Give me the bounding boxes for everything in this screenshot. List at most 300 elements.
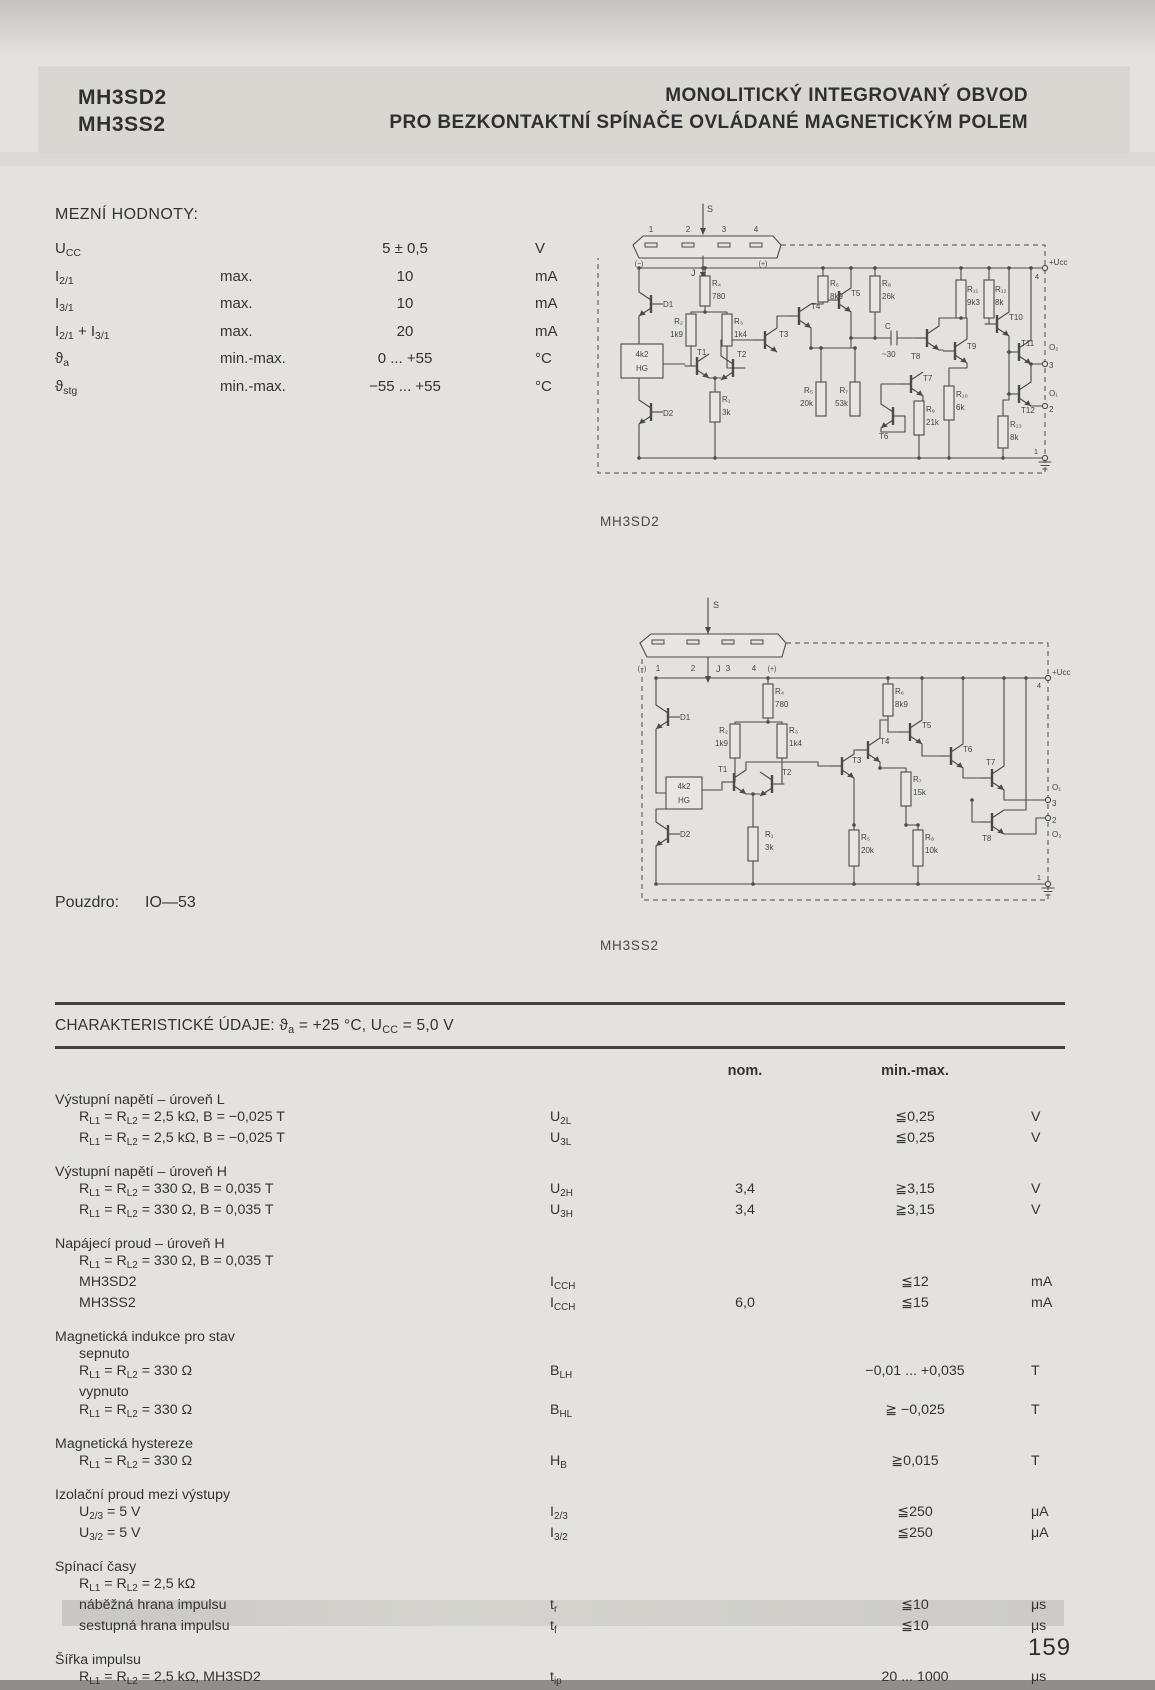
- group-header: Magnetická indukce pro stav: [55, 1329, 235, 1346]
- condition: $R_{L1} = R_{L2} = 2,5$ kΩ, MH3SD2: [79, 1669, 261, 1688]
- resistor-symbol: [998, 416, 1008, 448]
- limits-title: MEZNÍ HODNOTY:: [55, 206, 199, 223]
- minmax-value: ≧0,015: [891, 1452, 939, 1469]
- sch1-r7v-label: 53k: [835, 399, 848, 408]
- sch1-t3-label: T3: [779, 330, 789, 339]
- symbol: $I_{CCH}$: [550, 1295, 576, 1313]
- sch1-r3v-label: 1k4: [734, 330, 747, 339]
- nominal-value: 3,4: [735, 1201, 755, 1218]
- sch1-r1n-label: R₁: [722, 395, 731, 404]
- sch1-r7n-label: R₇: [839, 386, 848, 395]
- characteristics-row: [55, 1576, 1065, 1597]
- sch1-r4n-label: R₄: [712, 279, 722, 288]
- minmax-value: ≦12: [901, 1274, 929, 1291]
- minmax-value: −0,01 ... +0,035: [865, 1363, 965, 1380]
- unit: μs: [1031, 1597, 1047, 1614]
- minmax-value: [825, 1346, 1005, 1363]
- l-unit: V: [535, 240, 546, 257]
- condition: $R_{L1} = R_{L2} = 2,5$ kΩ: [79, 1576, 196, 1594]
- resistor-symbol: [730, 724, 740, 758]
- sch1-t11-label: T11: [1021, 339, 1035, 348]
- characteristics-row: [55, 1130, 1065, 1151]
- minmax-value: ≦10: [901, 1618, 929, 1635]
- sch2-r5n-label: R₅: [861, 833, 870, 842]
- mh3ss2-schematic-drawing: [596, 582, 1078, 912]
- sch2-r8n-label: R₈: [925, 833, 935, 842]
- mh3ss2-schematic-caption: MH3SS2: [600, 938, 659, 953]
- sch1-pin2-label: 2: [1049, 405, 1054, 414]
- limit-row: [55, 350, 595, 378]
- resistor-symbol: [816, 382, 826, 416]
- nominal-value: [665, 1597, 825, 1618]
- column-header-minmax: min.-max.: [881, 1062, 949, 1079]
- l-cond: max.: [220, 267, 253, 285]
- characteristics-group: [55, 1092, 1065, 1151]
- nominal-value: [665, 1669, 825, 1690]
- minmax-value: ≦250: [897, 1524, 933, 1541]
- mh3sd2-schematic-drawing: [593, 196, 1075, 491]
- sch1-t2-label: T2: [737, 350, 747, 359]
- sch1-t7-label: T7: [923, 374, 933, 383]
- l-sym: $I_{2/1} + I_{3/1}$: [55, 322, 110, 342]
- characteristics-row: [55, 1274, 1065, 1295]
- minmax-value: 20 ... 1000: [881, 1669, 949, 1686]
- transistor-symbol: [943, 339, 967, 363]
- characteristics-table: [55, 1092, 1065, 1690]
- symbol: $U_{3H}$: [550, 1201, 573, 1220]
- unit: mA: [1031, 1295, 1053, 1312]
- condition: MH3SD2: [79, 1274, 137, 1291]
- nominal-value: [665, 1274, 825, 1295]
- mh3sd2-schematic-caption: MH3SD2: [600, 514, 660, 529]
- sch2-r1v-label: 3k: [765, 843, 774, 852]
- symbol: $t_{ip}$: [550, 1669, 562, 1688]
- sch2-j-label: J: [716, 664, 721, 674]
- unit: V: [1031, 1108, 1041, 1125]
- unit: [1005, 1576, 1065, 1597]
- sch1-r5v-label: 20k: [800, 399, 813, 408]
- transistor-symbol: [787, 304, 811, 328]
- characteristics-row: [55, 1618, 1065, 1639]
- symbol: [550, 1253, 665, 1274]
- sch1-hg2-label: HG: [636, 364, 648, 373]
- sch1-o1-label: O₁: [1049, 389, 1058, 398]
- resistor-symbol: [883, 684, 893, 716]
- package-type-line: [55, 894, 196, 912]
- sch1-d1-label: D1: [663, 300, 674, 309]
- characteristics-row: [55, 1295, 1065, 1316]
- sch1-t6-label: T6: [879, 432, 889, 441]
- resistor-symbol: [763, 684, 773, 718]
- l-sym: $ϑ_{stg}$: [55, 377, 78, 397]
- nominal-value: [665, 1109, 825, 1130]
- limit-row: [55, 268, 595, 296]
- sch1-plus-label: (+): [758, 261, 768, 268]
- sch2-t6-label: T6: [963, 745, 973, 754]
- rule: [55, 1046, 1065, 1049]
- s-arrow-head: [700, 228, 706, 235]
- sch2-pin4-label: 4: [1036, 681, 1042, 690]
- resistor-symbol: [984, 280, 994, 318]
- sch1-t8-label: T8: [911, 352, 921, 361]
- resistor-symbol: [818, 276, 828, 302]
- nominal-value: [665, 1504, 825, 1525]
- l-cond: min.-max.: [220, 377, 286, 395]
- sch1-t12-label: T12: [1021, 406, 1035, 415]
- resistor-symbol: [777, 724, 787, 758]
- sch2-t3-label: T3: [852, 756, 862, 765]
- transistor-symbol: [898, 720, 922, 744]
- symbol: $U_{3L}$: [550, 1129, 572, 1148]
- part-number-mh3ss2: MH3SS2: [78, 113, 166, 136]
- transistor-symbol: [639, 400, 663, 424]
- characteristics-row: [55, 1109, 1065, 1130]
- transistor-symbol: [830, 754, 854, 778]
- resistor-symbol: [710, 392, 720, 422]
- sch1-r12v-label: 8k: [995, 298, 1004, 307]
- sch1-r9v-label: 21k: [926, 418, 939, 427]
- transistor-symbol: [939, 744, 963, 768]
- mh3ss2-schematic: [596, 582, 1078, 912]
- sch2-pin3-label: 3: [1052, 799, 1057, 808]
- page-title-line1: MONOLITICKÝ INTEGROVANÝ OBVOD: [665, 85, 1028, 106]
- resistor-symbol: [956, 280, 966, 318]
- minmax-value: [825, 1384, 1005, 1401]
- l-unit: mA: [535, 267, 558, 285]
- group-header: Napájecí proud – úroveň H: [55, 1235, 225, 1252]
- sch1-t5-label: T5: [851, 289, 861, 298]
- pin-terminal: [1042, 403, 1047, 408]
- characteristics-section: [55, 1002, 1065, 1690]
- group-header: Šířka impulsu: [55, 1652, 141, 1669]
- package-label: Pouzdro:: [55, 894, 120, 911]
- characteristics-group: [55, 1652, 1065, 1690]
- sch1-o2-label: O₂: [1049, 343, 1059, 352]
- sch2-pins-3-label: 4: [751, 664, 757, 673]
- sch1-r10n-label: R₁₀: [956, 390, 968, 399]
- nominal-value: 3,4: [735, 1180, 755, 1197]
- sch1-r1v-label: 3k: [722, 408, 731, 417]
- l-unit: °C: [535, 350, 552, 367]
- unit: μs: [1031, 1669, 1047, 1686]
- condition: $R_{L1} = R_{L2} = 330$ Ω, B = 0,035 T: [79, 1253, 274, 1271]
- sch2-pins-0-label: 1: [655, 664, 661, 673]
- junction-dots: [654, 676, 1028, 886]
- sch1-r13v-label: 8k: [1010, 433, 1019, 442]
- nominal-value: [665, 1130, 825, 1151]
- resistor-symbol: [700, 276, 710, 306]
- l-sym: $I_{3/1}$: [55, 295, 74, 314]
- sch2-pins-1-label: 2: [690, 664, 696, 673]
- nominal-value: [665, 1576, 825, 1597]
- sch1-r6v-label: 8k9: [830, 292, 843, 301]
- unit: T: [1031, 1363, 1040, 1380]
- resistor-symbol: [850, 382, 860, 416]
- package-outline: [633, 236, 781, 258]
- condition: $R_{L1} = R_{L2} = 2,5$ kΩ, B = −0,025 T: [79, 1129, 285, 1148]
- l-sym: $U_{CC}$: [55, 240, 82, 259]
- sch1-t10-label: T10: [1009, 313, 1023, 322]
- sch2-o1-label: O₁: [1052, 783, 1061, 792]
- limits-rows: [55, 240, 595, 405]
- minmax-value: ≦0,25: [895, 1129, 935, 1146]
- nominal-value: [665, 1525, 825, 1546]
- l-val: 10: [396, 267, 414, 285]
- minmax-value: ≦10: [901, 1597, 929, 1614]
- sch1-r2n-label: R₂: [674, 317, 683, 326]
- resistor-symbols: [730, 684, 923, 866]
- sch2-pins-2-label: 3: [725, 664, 731, 673]
- symbol: [550, 1384, 665, 1401]
- unit: V: [1031, 1129, 1041, 1146]
- minmax-value: ≦15: [901, 1295, 929, 1312]
- sch1-r13n-label: R₁₃: [1010, 420, 1022, 429]
- transistor-symbol: [980, 766, 1004, 790]
- sch2-t7-label: T7: [986, 758, 996, 767]
- l-cond: max.: [220, 322, 253, 340]
- l-unit: mA: [535, 322, 558, 340]
- sch1-pins-2-label: 3: [721, 225, 727, 234]
- nominal-value: [665, 1402, 825, 1423]
- sch2-hg1-label: 4k2: [677, 782, 691, 791]
- characteristics-row: [55, 1504, 1065, 1525]
- l-sym: $ϑ_a$: [55, 350, 70, 369]
- limit-row: [55, 295, 595, 323]
- sch1-j-label: J: [691, 268, 696, 278]
- package-outline: [640, 634, 786, 657]
- symbol: $I_{CCH}$: [550, 1274, 576, 1292]
- page-title-line2: PRO BEZKONTAKTNÍ SPÍNAČE OVLÁDANÉ MAGNETICKÝM POLEM: [389, 112, 1028, 133]
- nominal-value: [665, 1253, 825, 1274]
- transistor-symbol: [753, 328, 777, 352]
- nominal-value: [665, 1384, 825, 1401]
- condition: vypnuto: [79, 1384, 129, 1401]
- nominal-value: [665, 1346, 825, 1363]
- minmax-value: ≧3,15: [895, 1180, 935, 1197]
- resistor-symbol: [944, 386, 954, 420]
- characteristics-group: [55, 1559, 1065, 1639]
- pin-terminal: [1042, 265, 1047, 270]
- group-header: Izolační proud mezi výstupy: [55, 1486, 231, 1503]
- condition: $R_{L1} = R_{L2} = 330$ Ω: [79, 1363, 193, 1382]
- sch1-pin3-label: 3: [1049, 361, 1054, 370]
- characteristics-column-headers: [55, 1063, 1065, 1079]
- limit-values-section: [55, 206, 595, 405]
- symbol: $B_{HL}$: [550, 1401, 573, 1420]
- characteristics-row: [55, 1346, 1065, 1363]
- nominal-value: [665, 1363, 825, 1384]
- l-cond: min.-max.: [220, 350, 286, 367]
- resistor-symbols: [686, 276, 1008, 448]
- minmax-value: ≧3,15: [895, 1201, 935, 1218]
- scan-texture-top: [0, 0, 1155, 58]
- unit: μs: [1031, 1618, 1047, 1635]
- l-cond: max.: [220, 295, 253, 312]
- transistor-symbol: [656, 822, 680, 846]
- limit-row: [55, 323, 595, 351]
- symbol: $U_{2H}$: [550, 1180, 573, 1199]
- characteristics-group: [55, 1329, 1065, 1423]
- symbol: $t_r$: [550, 1597, 558, 1615]
- sch1-r11n-label: R₁₁: [967, 285, 979, 294]
- resistor-symbol: [870, 276, 880, 312]
- sch1-pins-0-label: 1: [648, 225, 654, 234]
- characteristics-group: [55, 1164, 1065, 1223]
- resistor-symbol: [849, 830, 859, 866]
- sch2-t8-label: T8: [982, 834, 992, 843]
- sch1-r11v-label: 9k3: [967, 298, 980, 307]
- transistor-symbol: [639, 292, 663, 316]
- characteristics-row: [55, 1402, 1065, 1423]
- group-header: Spínací časy: [55, 1558, 137, 1575]
- sch2-r4v-label: 780: [775, 700, 789, 709]
- sch1-r5n-label: R₅: [804, 386, 813, 395]
- condition: sestupná hrana impulsu: [79, 1618, 230, 1635]
- unit: [1005, 1346, 1065, 1363]
- sch2-r3v-label: 1k4: [789, 739, 802, 748]
- symbol: [550, 1576, 665, 1597]
- sch1-minus-label: (−): [634, 261, 644, 268]
- condition: náběžná hrana impulsu: [79, 1597, 227, 1614]
- sch2-r5v-label: 20k: [861, 846, 874, 855]
- characteristics-title: CHARAKTERISTICKÉ ÚDAJE: $ϑ_a = +25$ °C, $U_{CC} = 5,0$ V: [55, 1017, 454, 1037]
- sch1-pins-1-label: 2: [685, 225, 691, 234]
- minmax-value: [825, 1576, 1005, 1597]
- l-val: −55 ... +55: [369, 377, 441, 395]
- resistor-symbol: [901, 772, 911, 806]
- sch1-pins-3-label: 4: [753, 225, 759, 234]
- sch1-t9-label: T9: [967, 342, 977, 351]
- sch1-r12n-label: R₁₂: [995, 285, 1007, 294]
- transistor-symbol: [899, 372, 923, 396]
- symbol: $t_f$: [550, 1618, 557, 1636]
- pin-terminal: [1045, 797, 1050, 802]
- pin-terminal: [1042, 455, 1047, 460]
- mh3sd2-schematic: [593, 196, 1075, 491]
- sch1-r10v-label: 6k: [956, 403, 965, 412]
- sch2-r2v-label: 1k9: [715, 739, 728, 748]
- transistor-symbol: [980, 810, 1004, 834]
- group-header: Magnetická hystereze: [55, 1435, 194, 1452]
- sch2-t1-label: T1: [718, 765, 728, 774]
- sch2-t2-label: T2: [782, 768, 792, 777]
- pin-terminal: [1045, 815, 1050, 820]
- l-sym: $I_{2/1}$: [55, 267, 74, 287]
- condition: $R_{L1} = R_{L2} = 2,5$ kΩ, B = −0,025 T: [79, 1108, 285, 1127]
- unit: μA: [1031, 1524, 1049, 1541]
- sch2-o2-label: O₂: [1052, 830, 1062, 839]
- minmax-value: ≧ −0,025: [885, 1401, 945, 1418]
- column-header-nom: nom.: [727, 1062, 763, 1079]
- characteristics-row: [55, 1384, 1065, 1401]
- resistor-symbol: [914, 401, 924, 435]
- group-header: Výstupní napětí – úroveň L: [55, 1091, 225, 1108]
- s-arrow-head: [705, 627, 711, 634]
- resistor-symbol: [748, 827, 758, 861]
- sch1-pin4-label: 4: [1034, 272, 1040, 281]
- limit-row: [55, 378, 595, 406]
- unit: mA: [1031, 1274, 1053, 1291]
- resistor-symbol: [686, 314, 696, 346]
- sch1-r8v-label: 26k: [882, 292, 895, 301]
- sch1-c-label: C: [885, 322, 891, 331]
- sch2-r2n-label: R₂: [719, 726, 728, 735]
- sch1-r4v-label: 780: [712, 292, 726, 301]
- sch2-r4n-label: R₄: [775, 687, 785, 696]
- transistor-symbol: [656, 705, 680, 729]
- sch1-t1-label: T1: [697, 348, 707, 357]
- unit: [1005, 1253, 1065, 1274]
- symbol: $B_{LH}$: [550, 1363, 573, 1382]
- sch2-pin1-label: 1: [1036, 873, 1041, 882]
- pin-terminal: [1042, 361, 1047, 366]
- condition: $U_{2/3} = 5$ V: [79, 1504, 141, 1522]
- sch2-r6v-label: 8k9: [895, 700, 908, 709]
- limit-row: [55, 240, 595, 268]
- sch2-minus-label: (−): [637, 666, 647, 673]
- transistor-symbol: [721, 356, 745, 380]
- condition: $R_{L1} = R_{L2} = 330$ Ω, B = 0,035 T: [79, 1201, 274, 1220]
- condition: $R_{L1} = R_{L2} = 330$ Ω, B = 0,035 T: [79, 1180, 274, 1199]
- sch1-d2-label: D2: [663, 409, 674, 418]
- unit: T: [1031, 1452, 1040, 1469]
- unit: μA: [1031, 1504, 1049, 1520]
- l-unit: °C: [535, 377, 552, 395]
- page-number: 159: [1028, 1634, 1072, 1661]
- sch1-pin1-label: 1: [1033, 447, 1038, 456]
- sch1-r9n-label: R₉: [926, 405, 935, 414]
- symbol: [550, 1346, 665, 1363]
- characteristics-row: [55, 1453, 1065, 1474]
- sch1-r3n-label: R₃: [734, 317, 744, 326]
- transistor-symbols: [656, 705, 1004, 846]
- symbol: $H_B$: [550, 1452, 567, 1471]
- l-val: 0 ... +55: [377, 350, 433, 367]
- condition: MH3SS2: [79, 1295, 136, 1312]
- characteristics-row: [55, 1202, 1065, 1223]
- characteristics-row: [55, 1253, 1065, 1274]
- sch1-r6n-label: R₆: [830, 279, 840, 288]
- scan-texture-mid: [0, 152, 1155, 166]
- minmax-value: ≦0,25: [895, 1108, 935, 1125]
- sch2-r3n-label: R₃: [789, 726, 799, 735]
- scan-texture-header: [38, 66, 1130, 154]
- characteristics-row: [55, 1597, 1065, 1618]
- sch2-r7v-label: 15k: [913, 788, 926, 797]
- nominal-value: 6,0: [735, 1295, 755, 1312]
- minmax-value: ≦250: [897, 1504, 933, 1520]
- sch2-d1-label: D1: [680, 713, 691, 722]
- l-unit: mA: [535, 295, 558, 312]
- characteristics-group: [55, 1487, 1065, 1546]
- unit: V: [1031, 1180, 1041, 1197]
- part-number-mh3sd2: MH3SD2: [78, 86, 167, 109]
- nominal-value: [665, 1618, 825, 1639]
- condition: $U_{3/2} = 5$ V: [79, 1524, 141, 1543]
- characteristics-row: [55, 1525, 1065, 1546]
- unit: T: [1031, 1401, 1040, 1418]
- sch1-r8n-label: R₈: [882, 279, 892, 288]
- characteristics-group: [55, 1236, 1065, 1316]
- transistor-symbol: [915, 326, 939, 350]
- sch1-r2v-label: 1k9: [670, 330, 683, 339]
- sch2-plus-label: (+): [767, 666, 777, 673]
- sch2-t5-label: T5: [922, 721, 932, 730]
- sch2-s-label: S: [713, 600, 720, 610]
- nominal-value: [665, 1453, 825, 1474]
- symbol: $U_{2L}$: [550, 1108, 572, 1127]
- condition: sepnuto: [79, 1346, 130, 1363]
